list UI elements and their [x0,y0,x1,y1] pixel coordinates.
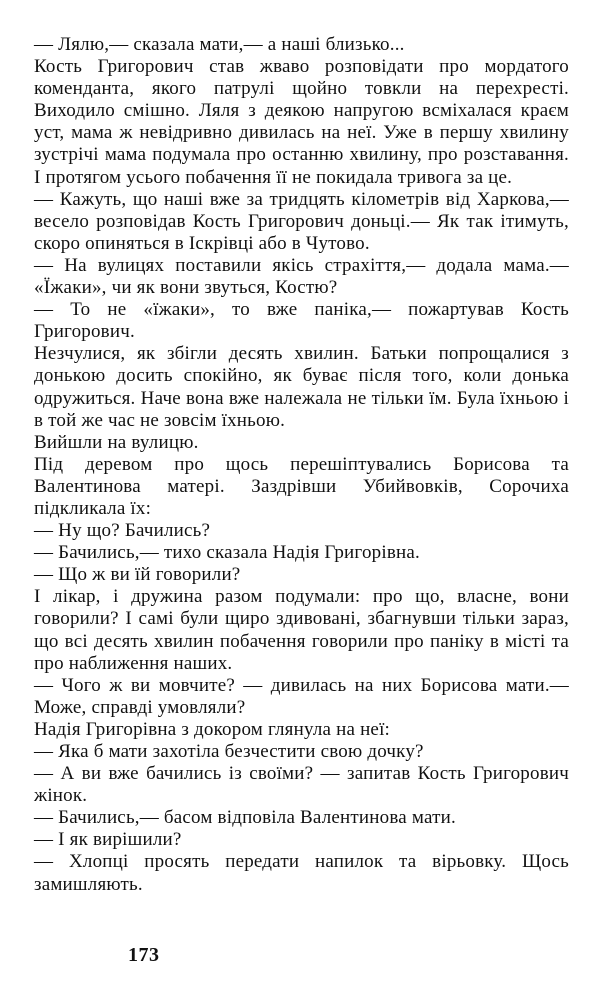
paragraph: — Кажуть, що наші вже за тридцять кілометрів від Харкова,— весело розповідав Кость Григорович доньці.— Як так ітимуть, скоро опиняться в Іскрівці або в Чутово. [34,188,569,254]
paragraph: І лікар, і дружина разом подумали: про що, власне, вони говорили? І самі були щиро здивовані, збагнувши тільки зараз, що всі десять хвилин побачення говорили про паніку в місті та про наближення наших. [34,586,569,674]
paragraph: — А ви вже бачились із своїми? — запитав Кость Григорович жінок. [34,763,569,807]
paragraph: Незчулися, як збігли десять хвилин. Батьки попрощалися з донькою досить спокійно, як буває після того, коли донька одружиться. Наче вона вже належала не тільки їм. Була їхньою і в той же час не зовсім їхньою. [34,343,569,431]
paragraph: — Лялю,— сказала мати,— а наші близько... [34,34,405,55]
book-page-text [34,34,569,896]
paragraph: — Чого ж ви мовчите? — дивилась на них Борисова мати.— Може, справді умовляли? [34,674,569,718]
paragraph: Кость Григорович став жваво розповідати про мордатого коменданта, якого патрулі щойно товкли на перехресті. Виходило смішно. Ляля з деякою напругою всміхалася краєм уст, мама ж невідривно дивилась на неї. Уже в першу хвилину зустрічі мама подумала про останню хвилину, про розставання. І протягом усього побачення її не покидала тривога за це. [34,56,569,188]
paragraph: Під деревом про щось перешіптувались Борисова та Валентинова матері. Заздрівши Убийвовків, Сорочиха підкликала їх: [34,453,569,519]
paragraph: — Що ж ви їй говорили? [34,564,241,586]
paragraph: — Ну що? Бачились? [34,520,211,542]
paragraph: — Хлопці просять передати напилок та вірьовку. Щось замишляють. [34,851,569,895]
paragraph: Надія Григорівна з докором глянула на неї: [34,718,391,740]
paragraph: — Бачились,— тихо сказала Надія Григорівна. [34,542,420,564]
page-number: 173 [128,944,160,966]
paragraph: — То не «їжаки», то вже паніка,— пожартував Кость Григорович. [34,299,569,343]
paragraph: — І як вирішили? [34,829,182,851]
paragraph: — Яка б мати захотіла безчестити свою дочку? [34,741,424,762]
paragraph: — Бачились,— басом відповіла Валентинова мати. [34,807,456,829]
paragraph: — На вулицях поставили якісь страхіття,— додала мама.— «Їжаки», чи як вони звуться, Костю? [34,254,569,299]
paragraph: Вийшли на вулицю. [34,431,199,453]
